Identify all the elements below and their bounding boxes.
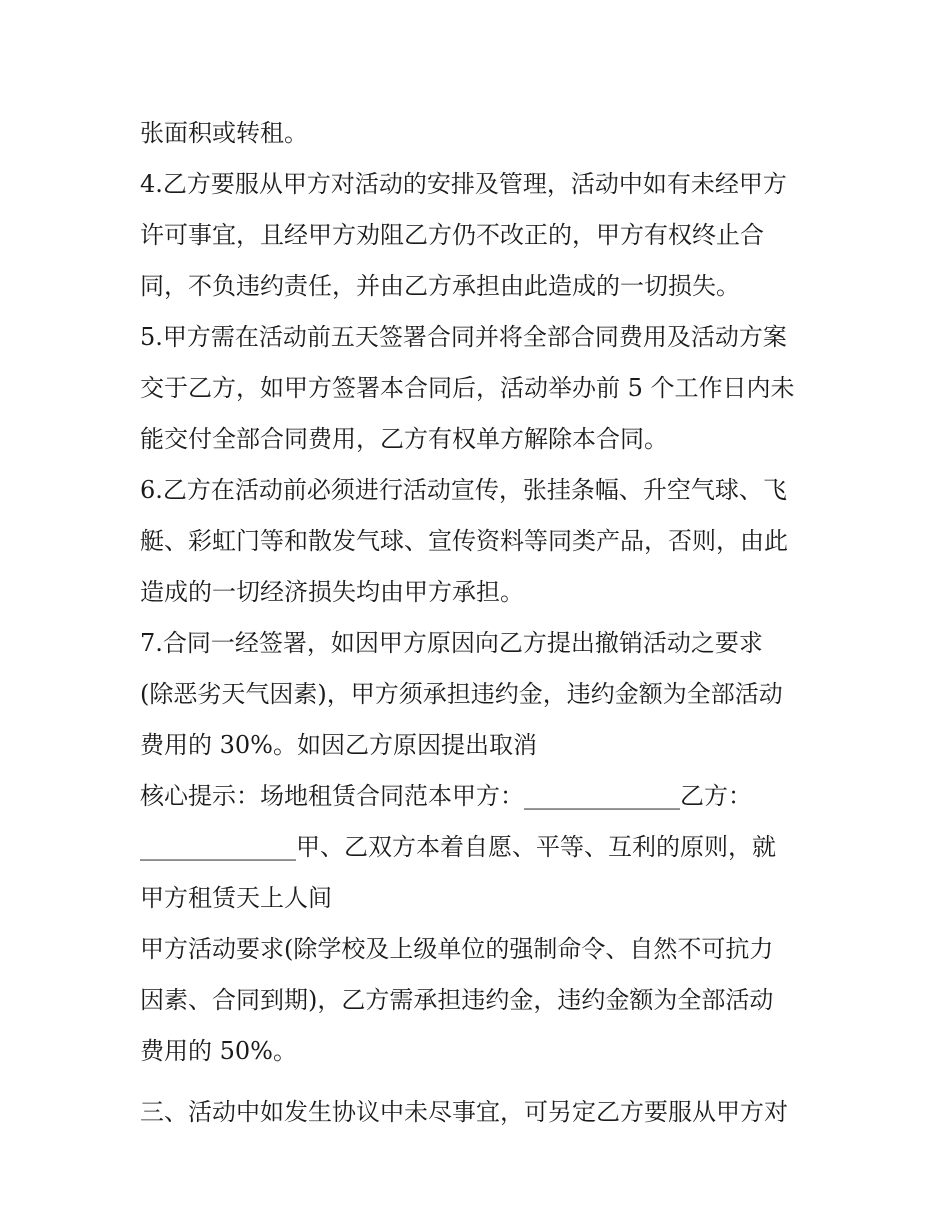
text-line: 三、活动中如发生协议中未尽事宜，可另定乙方要服从甲方对 bbox=[140, 1098, 788, 1126]
text-line: 许可事宜，且经甲方劝阻乙方仍不改正的，甲方有权终止合 bbox=[140, 221, 764, 249]
text-line: 7.合同一经签署，如因甲方原因向乙方提出撤销活动之要求 bbox=[140, 629, 763, 657]
text-line: 甲方租赁天上人间 bbox=[140, 884, 332, 912]
text-line: 5.甲方需在活动前五天签署合同并将全部合同费用及活动方案 bbox=[140, 323, 787, 351]
text-line: 甲方活动要求(除学校及上级单位的强制命令、自然不可抗力 bbox=[140, 935, 774, 963]
text-line: 能交付全部合同费用，乙方有权单方解除本合同。 bbox=[140, 425, 668, 453]
text-line: 因素、合同到期)，乙方需承担违约金，违约金额为全部活动 bbox=[140, 986, 774, 1014]
text-line: 费用的 50%。 bbox=[140, 1037, 297, 1065]
text-line: 交于乙方，如甲方签署本合同后，活动举办前 5 个工作日内未 bbox=[140, 374, 795, 402]
paragraph-gap bbox=[140, 1077, 820, 1087]
text-line: 同，不负违约责任，并由乙方承担由此造成的一切损失。 bbox=[140, 272, 740, 300]
text-line: 造成的一切经济损失均由甲方承担。 bbox=[140, 578, 524, 606]
document-body bbox=[140, 108, 820, 1138]
text-line: 艇、彩虹门等和散发气球、宣传资料等同类产品，否则，由此 bbox=[140, 527, 788, 555]
text-line: 4.乙方要服从甲方对活动的安排及管理，活动中如有未经甲方 bbox=[140, 170, 787, 198]
text-line: 张面积或转租。 bbox=[140, 119, 308, 147]
text-line: 费用的 30%。如因乙方原因提出取消 bbox=[140, 731, 537, 759]
text-line: _____________甲、乙双方本着自愿、平等、互利的原则，就 bbox=[140, 833, 776, 861]
text-line: 核心提示：场地租赁合同范本甲方：_____________乙方： bbox=[140, 782, 752, 810]
text-line: 6.乙方在活动前必须进行活动宣传，张挂条幅、升空气球、飞 bbox=[140, 476, 787, 504]
text-line: (除恶劣天气因素)，甲方须承担违约金，违约金额为全部活动 bbox=[140, 680, 783, 708]
